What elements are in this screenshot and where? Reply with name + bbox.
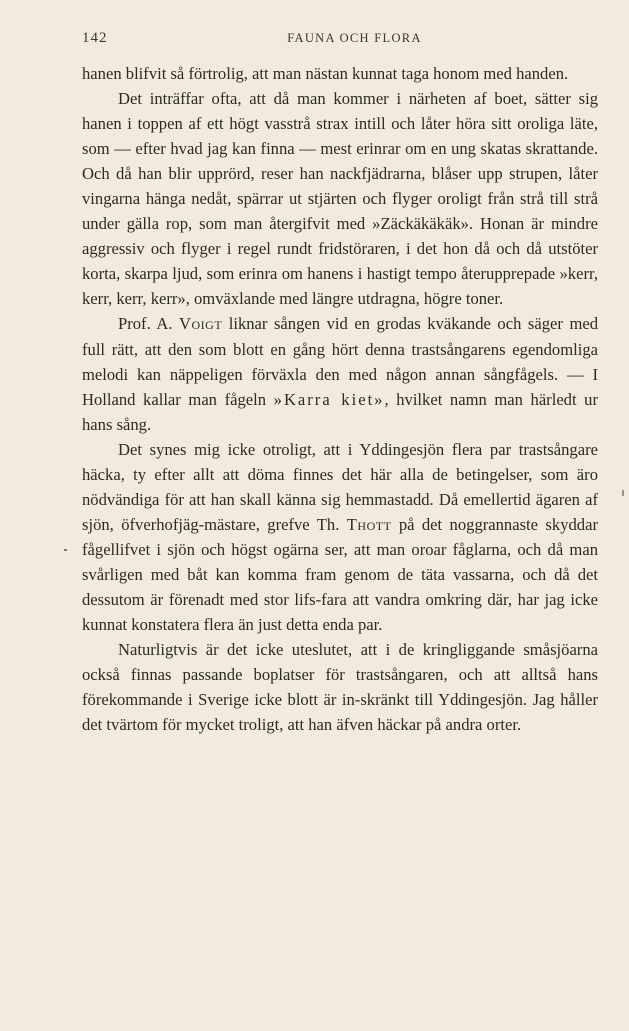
paragraph-3-start: Prof. A. [118,314,173,334]
paragraph-3-end: , hvilket namn man härledt ur hans sång. [82,389,599,434]
paragraph-2: Det inträffar ofta, att då man kommer i närheten af boet, sätter sig hanen i toppen af ett högt vasstrå strax intill och låter höra sitt oroliga läte, som — efter hvad jag kan finna — mest erinrar om en ung skatas skrattande. Och då han blir upprörd, reser han nackfjädrarna, blåser upp strupen, låter vingarna hänga nedåt, spärrar ut stjärten och flyger oroligt från strå till strå under gälla rop, som man återgifvit med »Zäckäkäkäk». Honan är mindre aggressiv och flyger i regel rundt fridstöraren, i det hon då och då utstöter korta, skarpa ljud, som erinra om hanens i hastigt tempo återupprepade »kerr, kerr, kerr, kerr», omväxlande med längre utdragna, högre toner. [82,89,598,309]
page-number: 142 [82,30,108,46]
author-name-voigt: Voigt [179,314,223,334]
margin-mark [64,549,67,551]
person-name-thott: Thott [346,514,392,534]
body-text [82,61,598,737]
paragraph-5: Naturligtvis är det icke uteslutet, att i de kringliggande småsjöarna också finnas passande boplatser för trastsångaren, och att alltså hans förekommande i Sverige icke blott är in-skränkt till Yddingesjön. Jag håller det tvärtom för mycket troligt, att han äfven häckar på andra orter. [82,640,598,735]
running-head: FAUNA OCH FLORA [287,31,422,45]
paragraph-1: hanen blifvit så förtrolig, att man nästan kunnat taga honom med handen. [82,64,569,83]
page-header [82,30,597,50]
dutch-name-quote: »Karra kiet» [273,389,385,409]
paragraph-3 [82,311,598,436]
paragraph-3-middle: liknar sången vid en grodas kväkande och säger med full rätt, att den som blott en gång hört denna trastsångarens egendomliga melodi kan näppeligen förväxla den med någon annan sångfågels. — I Holland kallar man fågeln [82,314,599,409]
paragraph-4-end: på det noggrannaste skyddar fågellifvet i sjön och högst ogärna ser, att man oroar fåglarna, och då man svårligen med båt kan komma fram genom de täta vassarna, och då det dessutom är förenadt med stor lifs-fara att vandra omkring där, har jag icke kunnat konstatera flera än just detta enda par. [82,514,598,635]
paragraph-4 [82,437,598,637]
margin-speck [622,490,624,496]
paragraph-4-start: Det synes mig icke otroligt, att i Yddingesjön flera par trastsångare häcka, ty efter allt att döma finnes det här alla de betingelser, som äro nödvändiga för att han skall känna sig hemmastadd. Då emellertid ägaren af sjön, öfverhofjäg-mästare, grefve Th. [82,439,598,534]
